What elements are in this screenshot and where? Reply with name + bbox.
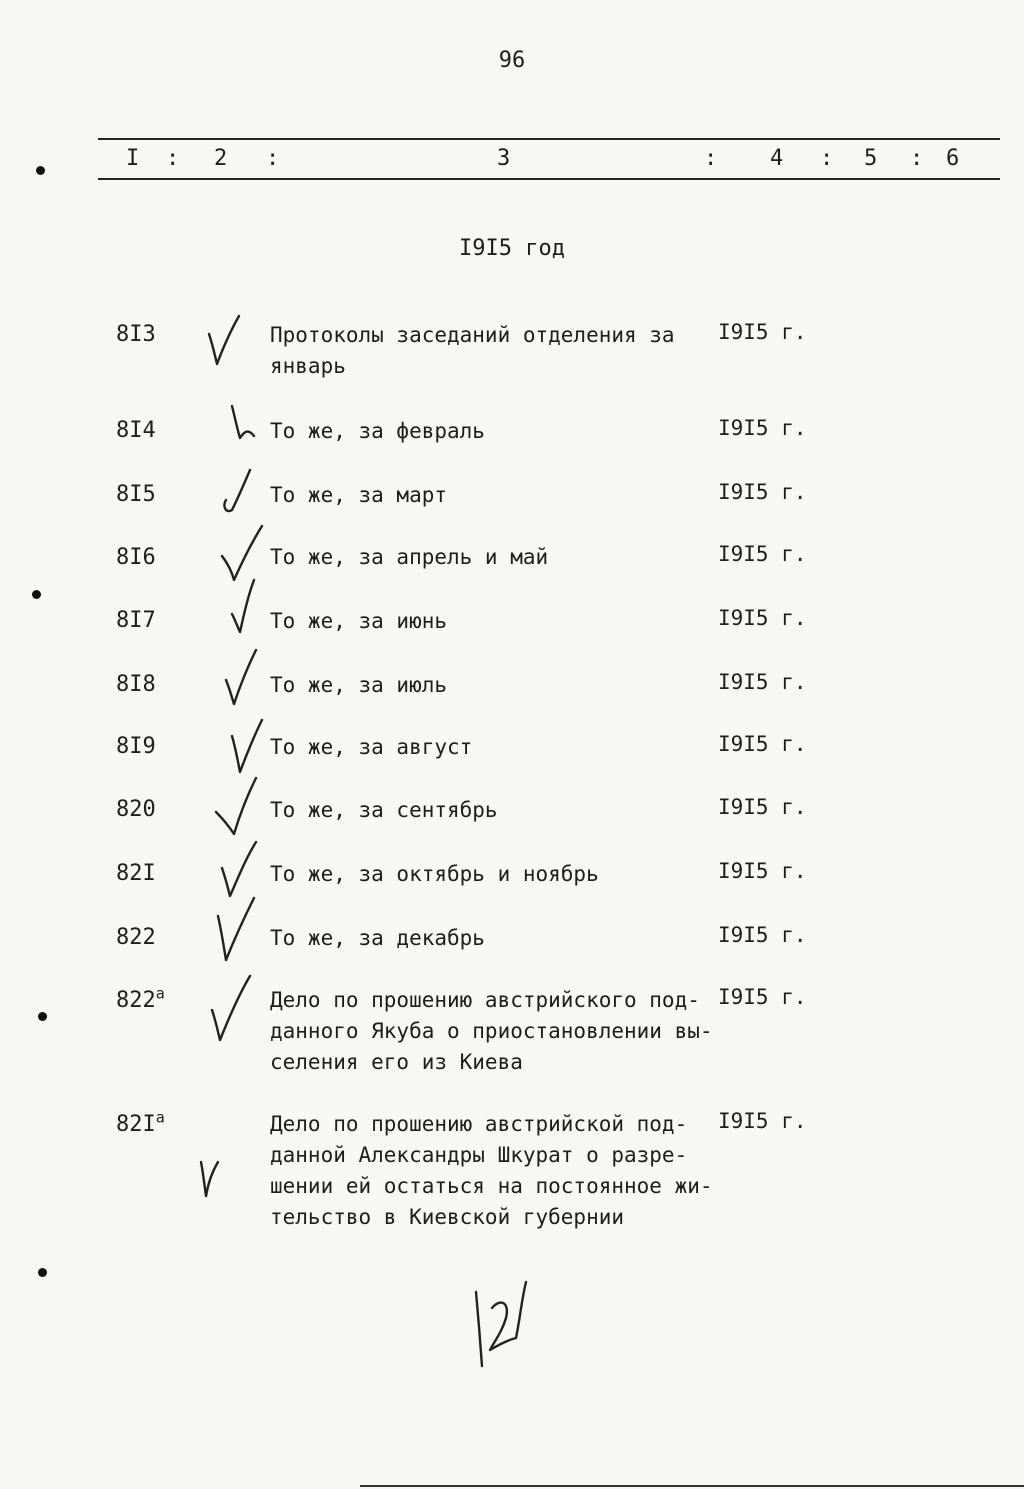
entry-date: I9I5 г. <box>718 795 807 819</box>
checkmark-icon <box>206 972 256 1044</box>
entry-title: То же, за декабрь <box>270 926 485 950</box>
entry-date: I9I5 г. <box>718 923 807 947</box>
entry-date: I9I5 г. <box>718 542 807 566</box>
entry-date: I9I5 г. <box>718 480 807 504</box>
punch-hole <box>38 1268 47 1277</box>
entry-number: 820 <box>116 797 156 822</box>
punch-hole <box>38 1012 47 1021</box>
checkmark-icon <box>198 1156 222 1202</box>
checkmark-icon <box>228 576 262 636</box>
column-separator: : <box>166 146 180 171</box>
entry-number: 8I9 <box>116 734 156 759</box>
entry-title: То же, за июль <box>270 673 448 697</box>
entry-number: 8I8 <box>116 672 156 697</box>
entry-number-suffix: а <box>155 984 165 1003</box>
entry-title: Протоколы заседаний отделения за январь <box>270 323 675 378</box>
header-rule-bottom <box>98 178 1000 180</box>
checkmark-icon <box>218 838 262 900</box>
entry-title: Дело по прошению австрийского под- данного Якуба о приостановлении вы- селения его из Киева <box>270 988 713 1074</box>
entry-date: I9I5 г. <box>718 985 807 1009</box>
punch-hole <box>36 166 45 175</box>
year-heading: I9I5 год <box>459 236 565 261</box>
entry-number: $822^а$ <box>116 984 165 1013</box>
checkmark-icon <box>212 774 262 838</box>
bottom-edge-line <box>360 1485 1024 1487</box>
checkmark-icon <box>220 466 254 518</box>
column-separator: : <box>704 146 718 171</box>
column-header-4: 4 <box>770 146 784 171</box>
entry-title: То же, за октябрь и ноябрь <box>270 862 599 886</box>
entry-title: То же, за июнь <box>270 609 448 633</box>
column-separator: : <box>266 146 280 171</box>
entry-number: 8I7 <box>116 608 156 633</box>
entry-date: I9I5 г. <box>718 606 807 630</box>
entry-date: I9I5 г. <box>718 416 807 440</box>
column-header-5: 5 <box>864 146 878 171</box>
entry-title: То же, за март <box>270 483 448 507</box>
entry-date: I9I5 г. <box>718 670 807 694</box>
column-header-2: 2 <box>214 146 228 171</box>
header-rule-top <box>98 138 1000 140</box>
entry-title: То же, за август <box>270 735 473 759</box>
checkmark-icon <box>228 402 262 444</box>
column-separator: : <box>820 146 834 171</box>
checkmark-icon <box>214 894 260 964</box>
column-header-3: 3 <box>497 146 511 171</box>
checkmark-icon <box>222 646 262 708</box>
entry-number: 8I5 <box>116 482 156 507</box>
entry-number: 8I3 <box>116 322 156 347</box>
entry-date: I9I5 г. <box>718 732 807 756</box>
page-number: 96 <box>498 48 526 73</box>
column-separator: : <box>910 146 924 171</box>
handwritten-signature <box>466 1278 536 1374</box>
column-header-1: I <box>126 146 140 171</box>
entry-number: 8I4 <box>116 418 156 443</box>
entry-title: То же, за февраль <box>270 419 485 443</box>
entry-number: $82I^а$ <box>116 1108 165 1137</box>
entry-number: 822 <box>116 925 156 950</box>
entry-number: 8I6 <box>116 545 156 570</box>
column-header-6: 6 <box>946 146 960 171</box>
checkmark-icon <box>218 522 268 584</box>
punch-hole <box>32 590 41 599</box>
entry-number-suffix: а <box>155 1108 165 1127</box>
entry-date: I9I5 г. <box>718 1109 807 1133</box>
entry-date: I9I5 г. <box>718 859 807 883</box>
entry-title: То же, за апрель и май <box>270 545 549 569</box>
entry-title: То же, за сентябрь <box>270 798 498 822</box>
entry-number: 82I <box>116 861 156 886</box>
checkmark-icon <box>205 312 245 372</box>
entry-date: I9I5 г. <box>718 320 807 344</box>
checkmark-icon <box>228 716 268 776</box>
entry-title: Дело по прошению австрийской под- данной Александры Шкурат о разре- шении ей остаться на постоянное жи- тельство в Киевской губернии <box>270 1112 713 1229</box>
